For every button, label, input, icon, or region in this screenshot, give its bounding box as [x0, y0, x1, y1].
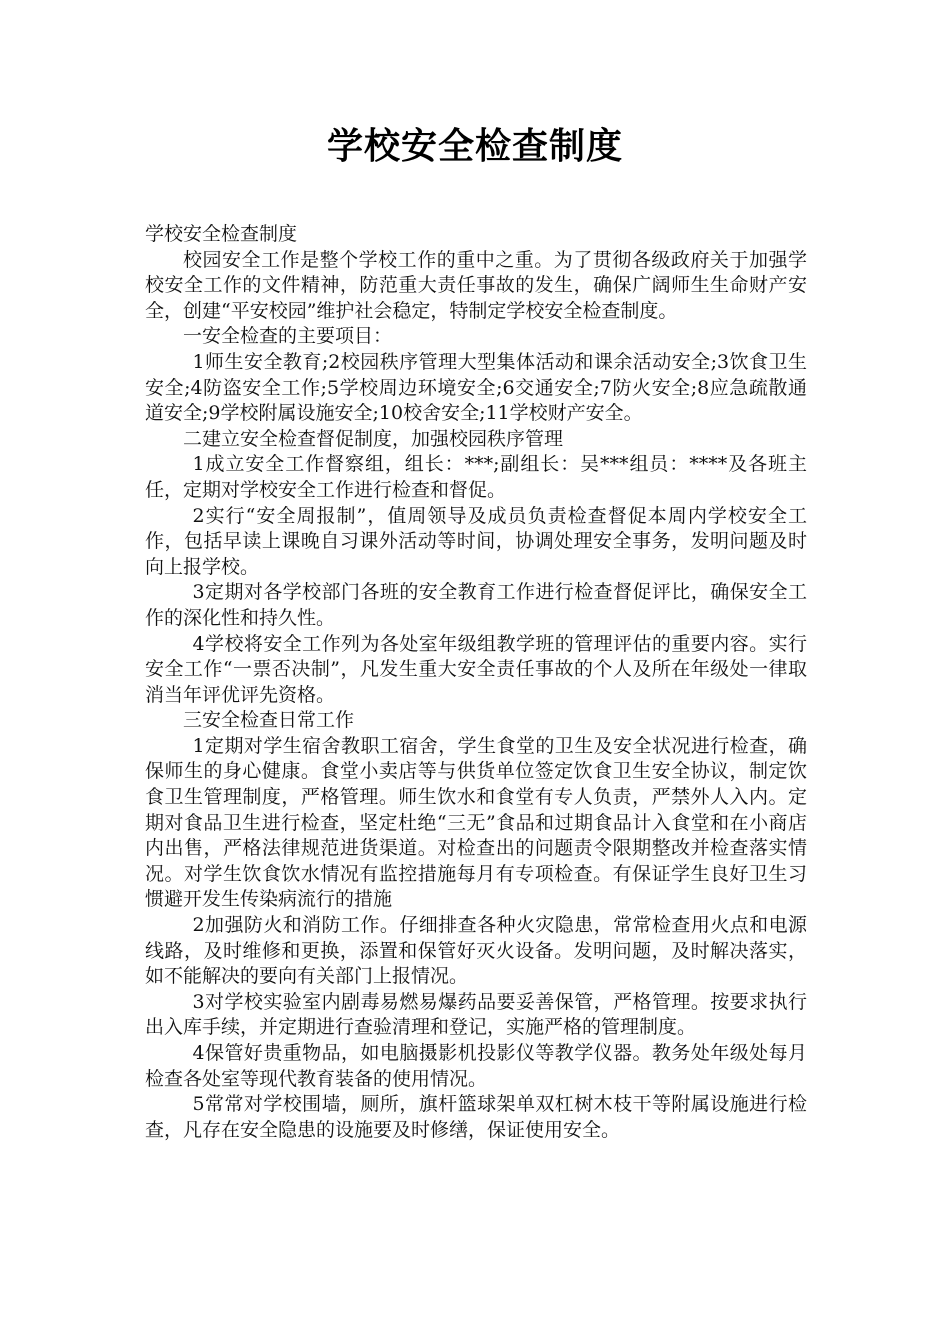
paragraph: 校园安全工作是整个学校工作的重中之重。为了贯彻各级政府关于加强学校安全工作的文件精神，防范重大责任事故的发生，确保广阔师生生命财产安全，创建“平安校园”维护社会稳定，特制定学校安全检查制度。 — [145, 248, 807, 322]
paragraph: 1定期对学生宿舍教职工宿舍，学生食堂的卫生及安全状况进行检查，确保师生的身心健康。食堂小卖店等与供货单位签定饮食卫生安全协议，制定饮食卫生管理制度，严格管理。师生饮水和食堂有专人负责，严禁外人入内。定期对食品卫生进行检查，坚定杜绝“三无”食品和过期食品计入食堂和在小商店内出售，严格法律规范进货渠道。对检查出的问题责令限期整改并检查落实情况。对学生饮食饮水情况有监控措施每月有专项检查。有保证学生良好卫生习惯避开发生传染病流行的措施 — [145, 734, 807, 911]
document-body — [145, 222, 807, 1143]
paragraph: 2加强防火和消防工作。仔细排查各种火灾隐患，常常检查用火点和电源线路，及时维修和更换，添置和保管好灭火设备。发明问题，及时解决落实，如不能解决的要向有关部门上报情况。 — [145, 914, 807, 988]
paragraph: 2实行“安全周报制”，值周领导及成员负责检查督促本周内学校安全工作，包括早读上课晚自习课外活动等时间，协调处理安全事务，发明问题及时向上报学校。 — [145, 504, 807, 578]
document-title: 学校安全检查制度 — [326, 126, 623, 167]
paragraph: 1成立安全工作督察组，组长：***;副组长：吴***组员：****及各班主任，定期对学校安全工作进行检查和督促。 — [145, 453, 807, 501]
paragraph: 3对学校实验室内剧毒易燃易爆药品要妥善保管，严格管理。按要求执行出入库手续，并定期进行查验清理和登记，实施严格的管理制度。 — [145, 990, 807, 1039]
paragraph: 4保管好贵重物品，如电脑摄影机投影仪等教学仪器。教务处年级处每月检查各处室等现代教育装备的使用情况。 — [145, 1042, 807, 1090]
paragraph: 4学校将安全工作列为各处室年级组教学班的管理评估的重要内容。实行安全工作“一票否决制”，凡发生重大安全责任事故的个人及所在年级处一律取消当年评优评先资格。 — [145, 632, 807, 706]
section-heading: 二建立安全检查督促制度，加强校园秩序管理 — [183, 427, 564, 450]
paragraph: 1师生安全教育;2校园秩序管理大型集体活动和课余活动安全;3饮食卫生安全;4防盗安全工作;5学校周边环境安全;6交通安全;7防火安全;8应急疏散通道安全;9学校附属设施安全;10校舍安全;11学校财产安全。 — [145, 350, 807, 425]
section-heading: 三安全检查日常工作 — [183, 709, 355, 732]
paragraph-heading: 学校安全检查制度 — [145, 223, 298, 245]
paragraph: 3定期对各学校部门各班的安全教育工作进行检查督促评比，确保安全工作的深化性和持久性。 — [145, 581, 807, 629]
paragraph: 5常常对学校围墙，厕所，旗杆篮球架单双杠树木枝干等附属设施进行检查，凡存在安全隐患的设施要及时修缮，保证使用安全。 — [145, 1093, 807, 1141]
section-heading: 一安全检查的主要项目： — [183, 325, 393, 348]
